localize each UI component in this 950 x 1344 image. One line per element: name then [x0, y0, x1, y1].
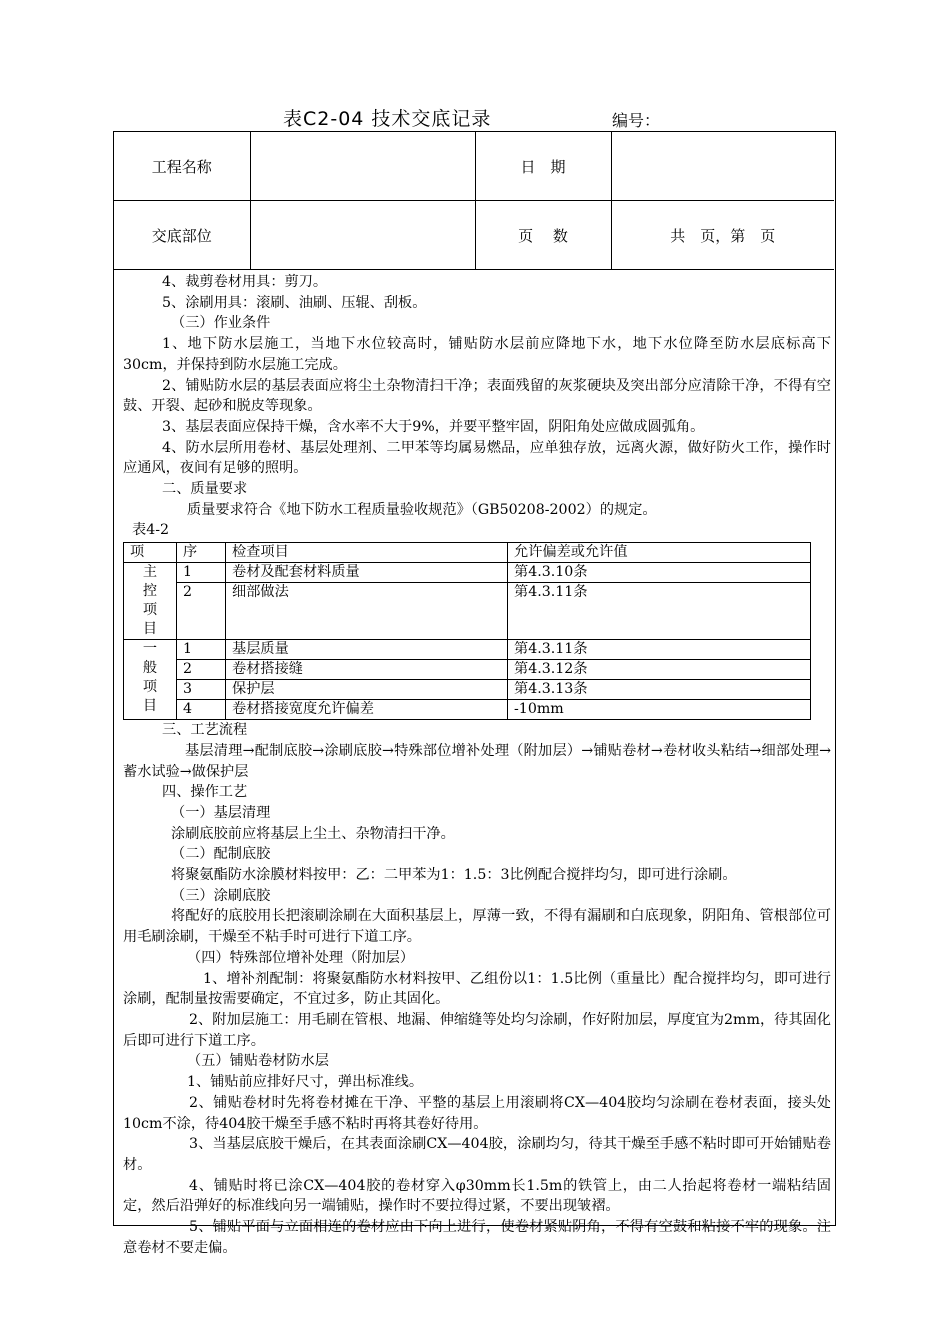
table-cell: 细部做法 [226, 583, 508, 640]
project-name-value[interactable] [250, 132, 475, 201]
table-cell: 第4.3.13条 [508, 680, 811, 700]
section-heading: 四、操作工艺 [162, 784, 248, 801]
date-value[interactable] [611, 132, 834, 201]
table-cell: 卷材及配套材料质量 [226, 563, 508, 583]
table-row [124, 700, 811, 720]
document-title: 表C2-04 技术交底记录 [283, 108, 492, 130]
table-cell: 卷材搭接宽度允许偏差 [226, 700, 508, 720]
paragraph: 2、铺贴防水层的基层表面应将尘土杂物清扫干净；表面残留的灰浆硬块及突出部分应清除干净，不得有空鼓、开裂、起砂和脱皮等现象。 [123, 377, 831, 415]
table-row [124, 640, 811, 660]
main-control-label: 主控项目 [142, 564, 158, 638]
table-cell: 卷材搭接缝 [226, 660, 508, 680]
info-table [114, 132, 834, 270]
subsection-heading: （二）配制底胶 [171, 846, 271, 863]
paragraph: 4、铺贴时将已涂CX—404胶的卷材穿入φ30mm长1.5m的铁管上，由二人抬起将卷材一端粘结固定，然后沿弹好的标准线向另一端铺贴，操作时不要拉得过紧，不要出现皱褶。 [123, 1177, 831, 1215]
subsection-heading: （三）涂刷底胶 [171, 887, 271, 904]
paragraph: 4、裁剪卷材用具：剪刀。 [162, 274, 328, 290]
subsection-heading: （五）铺贴卷材防水层 [187, 1053, 329, 1070]
column-header: 允许偏差或允许值 [508, 543, 811, 563]
pages-value: 共 页，第 页 [611, 201, 834, 270]
column-header: 项 [124, 543, 177, 563]
paragraph: 4、防水层所用卷材、基层处理剂、二甲苯等均属易燃品，应单独存放，远离火源，做好防火工作，操作时应通风，夜间有足够的照明。 [123, 439, 831, 477]
paragraph: 1、铺贴前应排好尺寸，弹出标准线。 [187, 1074, 424, 1091]
subsection-heading: （一）基层清理 [171, 804, 271, 821]
paragraph: 3、当基层底胶干燥后，在其表面涂刷CX—404胶，涂刷均匀，待其干燥至手感不粘时即可开始铺贴卷材。 [123, 1136, 831, 1173]
table-cell: 1 [177, 563, 226, 583]
table-row [124, 660, 811, 680]
table-cell: 4 [177, 700, 226, 720]
paragraph: 5、铺贴平面与立面相连的卷材应由下向上进行，使卷材紧贴阴角，不得有空鼓和粘接不牢的现象。注意卷材不要走偏。 [123, 1219, 831, 1256]
column-header: 序 [177, 543, 226, 563]
disclosure-content [123, 272, 831, 1258]
column-header: 检查项目 [226, 543, 508, 563]
paragraph: 将聚氨酯防水涂膜材料按甲：乙：二甲苯为1：1.5：3比例配合搅拌均匀，即可进行涂刷。 [171, 867, 737, 884]
table-cell: 第4.3.10条 [508, 563, 811, 583]
table-cell: 第4.3.12条 [508, 660, 811, 680]
doc-number-label: 编号： [612, 111, 661, 130]
table-label: 表4-2 [132, 522, 170, 539]
section-heading: 三、工艺流程 [162, 722, 248, 739]
record-frame [113, 131, 836, 1256]
pages-label: 页 数 [475, 201, 611, 270]
section-heading: 二、质量要求 [162, 481, 248, 498]
paragraph: 5、涂刷用具：滚刷、油刷、压辊、刮板。 [162, 294, 427, 311]
paragraph: 1、增补剂配制：将聚氨酯防水材料按甲、乙组份以1：1.5比例（重量比）配合搅拌均匀，即可进行涂刷，配制量按需要确定，不宜过多，防止其固化。 [123, 970, 831, 1008]
table-cell: 2 [177, 660, 226, 680]
table-cell: 3 [177, 680, 226, 700]
paragraph: 涂刷底胶前应将基层上尘土、杂物清扫干净。 [171, 825, 455, 842]
paragraph: 质量要求符合《地下防水工程质量验收规范》（GB50208-2002）的规定。 [187, 501, 657, 518]
general-category [124, 640, 177, 720]
paragraph: 2、铺贴卷材时先将卷材摊在干净、平整的基层上用滚刷将CX—404胶均匀涂刷在卷材表面，接头处10cm不涂，待404胶干燥至手感不粘时再将其卷好待用。 [123, 1094, 831, 1132]
table-cell: -10mm [508, 700, 811, 720]
paragraph: 基层清理→配制底胶→涂刷底胶→特殊部位增补处理（附加层）→铺贴卷材→卷材收头粘结→细部处理→蓄水试验→做保护层 [123, 742, 831, 780]
paragraph: 将配好的底胶用长把滚刷涂刷在大面积基层上，厚薄一致，不得有漏刷和白底现象，阴阳角、管根部位可用毛刷涂刷，干燥至不粘手时可进行下道工序。 [123, 908, 831, 946]
section-heading: （三）作业条件 [171, 315, 271, 332]
table-header-row [124, 543, 811, 563]
paragraph: 2、附加层施工：用毛刷在管根、地漏、伸缩缝等处均匀涂刷，作好附加层，厚度宜为2mm，待其固化后即可进行下道工序。 [123, 1011, 831, 1049]
table-cell: 1 [177, 640, 226, 660]
table-row [124, 583, 811, 640]
project-name-label: 工程名称 [114, 132, 250, 201]
table-cell: 第4.3.11条 [508, 583, 811, 640]
date-label: 日 期 [475, 132, 611, 201]
table-row [124, 680, 811, 700]
paragraph: 1、地下防水层施工，当地下水位较高时，铺贴防水层前应降地下水，地下水位降至防水层底标高下30cm，并保持到防水层施工完成。 [123, 336, 831, 373]
subsection-heading: （四）特殊部位增补处理（附加层） [187, 949, 415, 966]
table-cell: 2 [177, 583, 226, 640]
table-row [124, 563, 811, 583]
general-label: 一般项目 [142, 641, 158, 715]
location-label: 交底部位 [114, 201, 250, 270]
paragraph: 3、基层表面应保持干燥，含水率不大于9%，并要平整牢固，阴阳角处应做成圆弧角。 [162, 418, 705, 435]
main-control-category [124, 563, 177, 640]
quality-standard-table [123, 542, 811, 720]
table-cell: 保护层 [226, 680, 508, 700]
table-cell: 基层质量 [226, 640, 508, 660]
location-value[interactable] [250, 201, 475, 270]
table-cell: 第4.3.11条 [508, 640, 811, 660]
